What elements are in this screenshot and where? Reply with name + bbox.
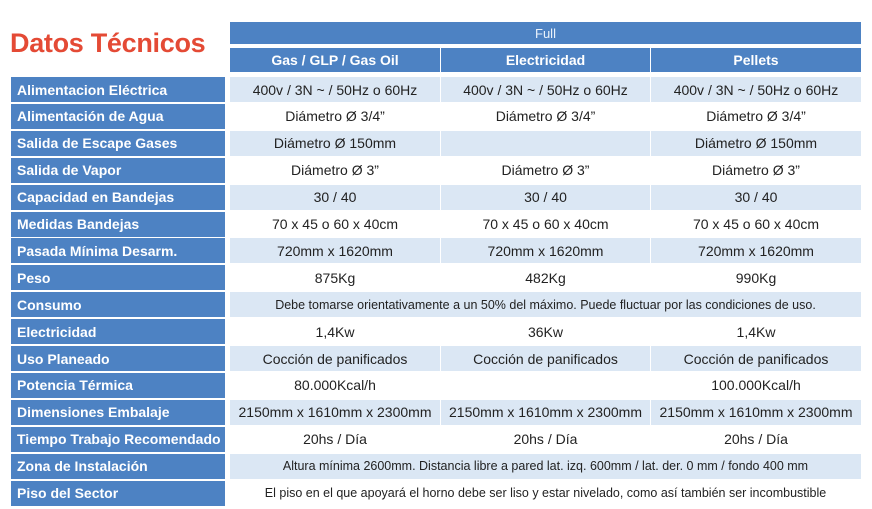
row-value: 20hs / Día [513,431,578,448]
row-value: 30 / 40 [651,185,861,210]
row-value: 36Kw [527,323,564,340]
row-label: Alimentación de Agua [11,104,225,129]
table-row [0,131,872,156]
table-row [0,292,872,317]
row-value: 80.000Kcal/h [294,377,376,394]
column-header-electricidad: Electricidad [441,48,650,72]
page-title: Datos Técnicos [10,28,206,58]
row-value: 100.000Kcal/h [711,377,801,394]
row-value: Cocción de panificados [441,346,650,371]
row-value: 70 x 45 o 60 x 40cm [482,216,609,232]
row-value: 875Kg [314,269,356,286]
row-value: 482Kg [525,269,566,286]
row-value: 20hs / Día [303,431,367,448]
row-value: 2150mm x 1610mm x 2300mm [441,400,650,425]
table-row [0,238,872,263]
row-value [441,131,650,156]
table-row [0,454,872,479]
row-value: Cocción de panificados [651,346,861,371]
row-label: Uso Planeado [11,346,225,371]
row-label: Consumo [11,292,225,317]
row-label: Salida de Escape Gases [11,131,225,156]
row-label: Potencia Térmica [11,373,225,398]
table-row [0,185,872,210]
table-row [0,212,872,237]
row-label: Pasada Mínima Desarm. [11,238,225,263]
column-header-gas: Gas / GLP / Gas Oil [230,48,440,72]
row-value: 1,4Kw [736,323,776,340]
table-row [0,104,872,129]
table-row [0,265,872,290]
row-value: Cocción de panificados [230,346,440,371]
row-value: 2150mm x 1610mm x 2300mm [230,400,440,425]
row-label: Alimentacion Eléctrica [11,77,225,102]
row-value: Diámetro Ø 3” [712,162,800,179]
row-value: Diámetro Ø 150mm [651,131,861,156]
table-row [0,319,872,344]
row-value: 2150mm x 1610mm x 2300mm [651,400,861,425]
full-band-header: Full [230,22,861,44]
row-label: Capacidad en Bandejas [11,185,225,210]
row-label: Medidas Bandejas [11,212,225,237]
row-value: Diámetro Ø 3” [291,162,379,179]
row-value: Diámetro Ø 3/4” [706,108,806,125]
row-value: 400v / 3N ~ / 50Hz o 60Hz [230,77,440,102]
row-span-value: Debe tomarse orientativamente a un 50% del máximo. Puede fluctuar por las condiciones de uso. [230,292,861,317]
row-value: 990Kg [735,269,777,286]
row-label: Piso del Sector [11,481,225,506]
row-value: Diámetro Ø 3” [501,162,590,179]
row-label: Peso [11,265,225,290]
table-row [0,346,872,371]
row-span-value: Altura mínima 2600mm. Distancia libre a pared lat. izq. 600mm / lat. der. 0 mm / fondo 400 mm [230,454,861,479]
row-label: Tiempo Trabajo Recomendado [11,427,225,452]
row-value: 70 x 45 o 60 x 40cm [692,216,820,232]
row-value: 720mm x 1620mm [441,238,650,263]
row-value [441,373,650,398]
row-value: 1,4Kw [315,323,355,340]
row-value: 720mm x 1620mm [230,238,440,263]
table-row [0,77,872,102]
row-value: 400v / 3N ~ / 50Hz o 60Hz [441,77,650,102]
row-value: 20hs / Día [724,431,788,448]
row-value: 30 / 40 [230,185,440,210]
table-row [0,427,872,452]
row-value: Diámetro Ø 3/4” [495,108,596,125]
row-value: Diámetro Ø 150mm [230,131,440,156]
table-row [0,400,872,425]
row-value: 30 / 40 [441,185,650,210]
row-label: Electricidad [11,319,225,344]
row-label: Zona de Instalación [11,454,225,479]
table-row [0,158,872,183]
row-value: Diámetro Ø 3/4” [285,108,385,125]
row-label: Salida de Vapor [11,158,225,183]
row-label: Dimensiones Embalaje [11,400,225,425]
table-row [0,481,872,506]
row-span-value: El piso en el que apoyará el horno debe ser liso y estar nivelado, como así también ser incombustible [264,486,827,500]
row-value: 400v / 3N ~ / 50Hz o 60Hz [651,77,861,102]
table-row [0,373,872,398]
row-value: 720mm x 1620mm [651,238,861,263]
column-header-pellets: Pellets [651,48,861,72]
row-value: 70 x 45 o 60 x 40cm [271,216,399,232]
